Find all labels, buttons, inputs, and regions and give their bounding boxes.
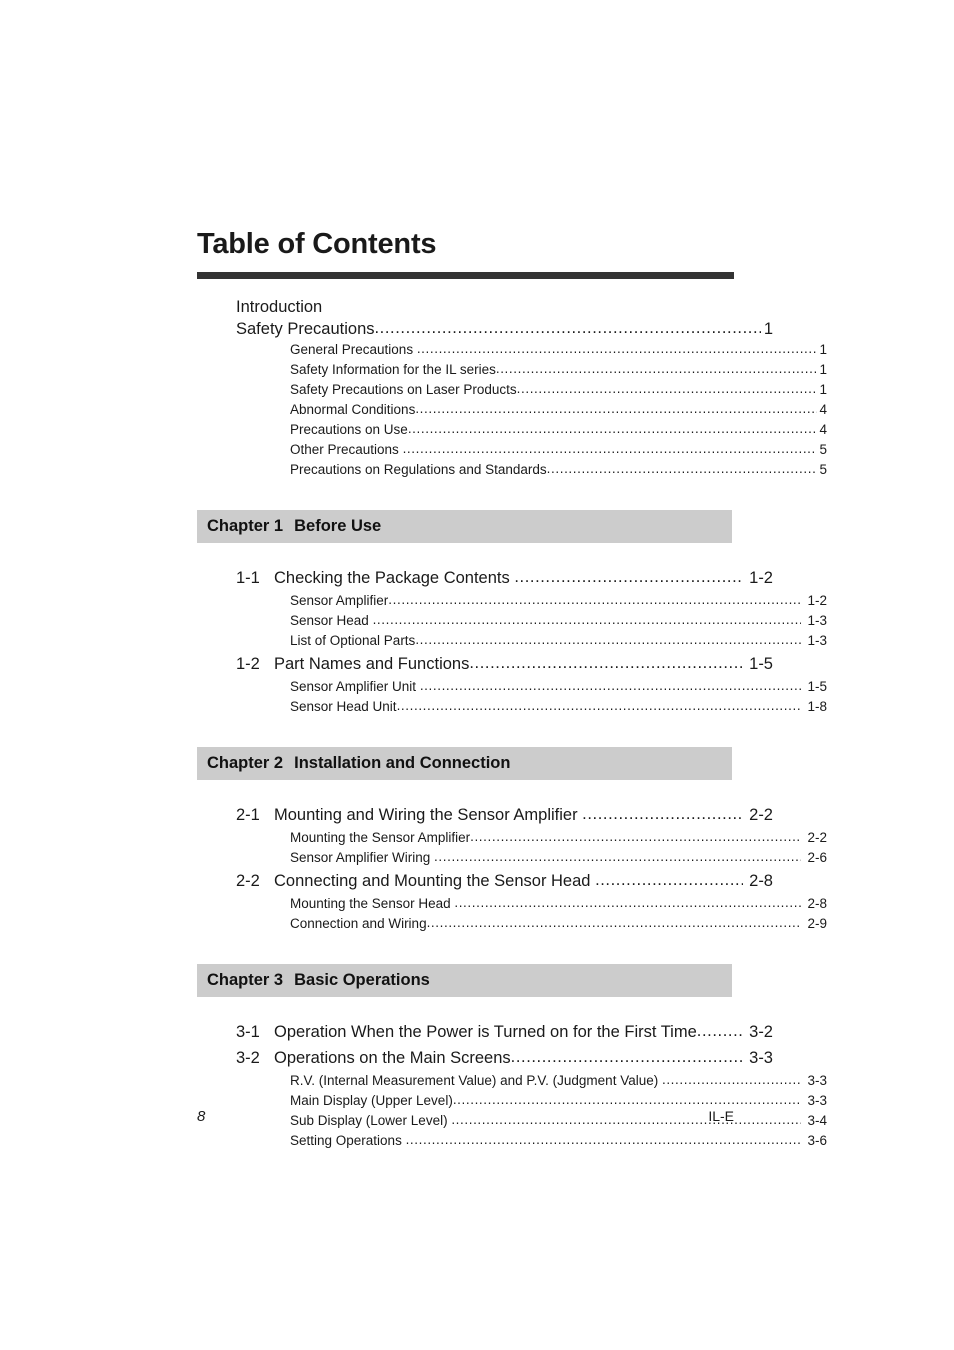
toc-entry-label: Sub Display (Lower Level) (290, 1113, 452, 1128)
toc-entry-label: Part Names and Functions (274, 655, 470, 673)
footer-page-number: 8 (197, 1108, 206, 1125)
dot-leader (388, 590, 801, 610)
toc-entry-label: Connecting and Mounting the Sensor Head (274, 872, 596, 890)
toc-entry-page: 3-2 (749, 1023, 773, 1041)
spacer (197, 997, 734, 1019)
dot-leader (453, 1090, 801, 1110)
spacer (197, 480, 734, 510)
dot-leader (454, 893, 801, 913)
toc-entry-label: Mounting the Sensor Head (290, 896, 455, 911)
dot-leader (427, 913, 801, 933)
dot-leader (582, 801, 743, 827)
chapter-title: Basic Operations (294, 971, 430, 989)
toc-entry[interactable] (290, 400, 827, 420)
toc-entry-label: Precautions on Regulations and Standards (290, 462, 547, 477)
toc-entry[interactable] (290, 440, 827, 460)
toc-entry-page: 3-3 (807, 1093, 827, 1108)
toc-entry[interactable] (290, 1131, 827, 1151)
toc-entry-number: 1-2 (236, 655, 260, 673)
toc-entry-page: 2-8 (749, 872, 773, 890)
toc-entry-page: 1-2 (749, 569, 773, 587)
toc-entry[interactable] (290, 380, 827, 400)
front-matter-list (197, 296, 827, 480)
toc-entry[interactable] (290, 611, 827, 631)
dot-leader (415, 399, 817, 419)
toc-entry-label: Sensor Head (290, 613, 373, 628)
toc-entry-label: Safety Information for the IL series (290, 362, 496, 377)
spacer (197, 543, 734, 565)
toc-content (197, 296, 827, 1151)
page-footer (197, 1108, 734, 1125)
toc-entry-page: 1-5 (749, 655, 773, 673)
toc-entry-page: 2-8 (807, 896, 827, 911)
toc-entry[interactable] (236, 318, 773, 340)
toc-entry-label: Sensor Amplifier Unit (290, 679, 420, 694)
toc-entry-label: List of Optional Parts (290, 633, 416, 648)
toc-entry-label: Connection and Wiring (290, 916, 427, 931)
toc-entry-number: 3-2 (236, 1049, 260, 1067)
toc-entry-label: Other Precautions (290, 442, 403, 457)
dot-leader (514, 564, 743, 590)
spacer (197, 780, 734, 802)
toc-entry[interactable] (290, 631, 827, 651)
toc-entry-page: 5 (819, 462, 827, 477)
toc-entry-page: 1-5 (807, 679, 827, 694)
toc-entry-label: Mounting the Sensor Amplifier (290, 830, 471, 845)
toc-entry-label: Safety Precautions (236, 320, 375, 338)
toc-entry-page: 1 (763, 320, 773, 338)
toc-entry-page: 1-3 (807, 613, 827, 628)
dot-leader (496, 359, 817, 379)
toc-entry-label: Checking the Package Contents (274, 569, 515, 587)
chapter-title: Before Use (294, 517, 382, 535)
chapter-title: Installation and Connection (294, 754, 511, 772)
toc-entry-label: Introduction (236, 298, 323, 316)
toc-entry[interactable] (290, 420, 827, 440)
toc-entry[interactable] (290, 677, 827, 697)
chapter-header-bar[interactable] (197, 510, 732, 543)
toc-entry[interactable] (290, 591, 827, 611)
toc-entry[interactable] (290, 340, 827, 360)
toc-entry-page: 1-8 (807, 699, 827, 714)
dot-leader (470, 827, 801, 847)
dot-leader (434, 847, 801, 867)
dot-leader (517, 379, 817, 399)
toc-entry-page: 1-3 (807, 633, 827, 648)
dot-leader (417, 339, 817, 359)
toc-entry-label: Operations on the Main Screens (274, 1049, 511, 1067)
toc-entry[interactable] (290, 697, 827, 717)
toc-entry-page: 3-4 (807, 1113, 827, 1128)
toc-entry-label: Operation When the Power is Turned on for the First Time (274, 1023, 697, 1041)
title-rule (197, 272, 734, 279)
toc-entry[interactable] (290, 460, 827, 480)
dot-leader (547, 459, 817, 479)
toc-entry-page: 4 (819, 422, 827, 437)
toc-entry-label: General Precautions (290, 342, 417, 357)
toc-entry-label: Sensor Amplifier Wiring (290, 850, 435, 865)
toc-entry-label: Main Display (Upper Level) (290, 1093, 453, 1108)
toc-entry-label: Sensor Amplifier (290, 593, 389, 608)
toc-entry[interactable] (236, 565, 773, 591)
dot-leader (415, 630, 801, 650)
toc-entry-label: Abnormal Conditions (290, 402, 416, 417)
dot-leader (595, 867, 743, 893)
chapter-header-bar[interactable] (197, 747, 732, 780)
toc-entry[interactable] (290, 828, 827, 848)
dot-leader (408, 419, 817, 439)
dot-leader (373, 610, 801, 630)
toc-entry[interactable] (290, 914, 827, 934)
toc-entry-page: 3-3 (749, 1049, 773, 1067)
chapter-number: Chapter 3 (207, 971, 284, 989)
toc-entry-label: Setting Operations (290, 1133, 406, 1148)
toc-entry[interactable] (236, 296, 773, 318)
toc-entry[interactable] (236, 1019, 773, 1045)
toc-entry-number: 3-1 (236, 1023, 260, 1041)
toc-entry-label: R.V. (Internal Measurement Value) and P.V. (Judgment Value) (290, 1073, 662, 1088)
toc-entry-page: 1 (819, 342, 827, 357)
toc-entry-number: 1-1 (236, 569, 260, 587)
toc-entry-page: 2-9 (807, 916, 827, 931)
toc-entry-page: 1-2 (807, 593, 827, 608)
dot-leader (697, 1018, 743, 1044)
dot-leader (662, 1070, 801, 1090)
toc-entry-label: Mounting and Wiring the Sensor Amplifier (274, 806, 583, 824)
toc-entry-label: Sensor Head Unit (290, 699, 397, 714)
toc-entry[interactable] (236, 802, 773, 828)
page-title: Table of Contents (197, 228, 437, 260)
toc-entry-page: 3-3 (807, 1073, 827, 1088)
toc-entry[interactable] (236, 651, 773, 677)
dot-leader (469, 650, 743, 676)
dot-leader (406, 1130, 801, 1150)
chapter-number: Chapter 1 (207, 517, 284, 535)
toc-entry-label: Precautions on Use (290, 422, 408, 437)
toc-entry-page: 2-6 (807, 850, 827, 865)
toc-entry[interactable] (236, 868, 773, 894)
footer-doc-code: IL-E (708, 1108, 734, 1124)
toc-entry[interactable] (290, 360, 827, 380)
toc-entry-number: 2-2 (236, 872, 260, 890)
toc-entry-page: 2-2 (807, 830, 827, 845)
spacer (197, 717, 734, 747)
toc-entry-page: 4 (819, 402, 827, 417)
toc-entry[interactable] (290, 848, 827, 868)
toc-entry-page: 1 (819, 382, 827, 397)
dot-leader (403, 439, 817, 459)
chapter-number: Chapter 2 (207, 754, 284, 772)
toc-entry-page: 5 (819, 442, 827, 457)
toc-entry[interactable] (236, 1045, 773, 1071)
toc-entry-page: 1 (819, 362, 827, 377)
toc-entry-page: 3-6 (807, 1133, 827, 1148)
toc-entry-number: 2-1 (236, 806, 260, 824)
chapter-header-bar[interactable] (197, 964, 732, 997)
dot-leader (420, 676, 801, 696)
toc-entry-page: 2-2 (749, 806, 773, 824)
toc-entry[interactable] (290, 894, 827, 914)
chapter-list (197, 480, 827, 1151)
spacer (197, 934, 734, 964)
dot-leader (511, 1044, 743, 1070)
toc-entry-label: Safety Precautions on Laser Products (290, 382, 517, 397)
toc-entry[interactable] (290, 1071, 827, 1091)
dot-leader (397, 696, 801, 716)
dot-leader (375, 317, 762, 339)
